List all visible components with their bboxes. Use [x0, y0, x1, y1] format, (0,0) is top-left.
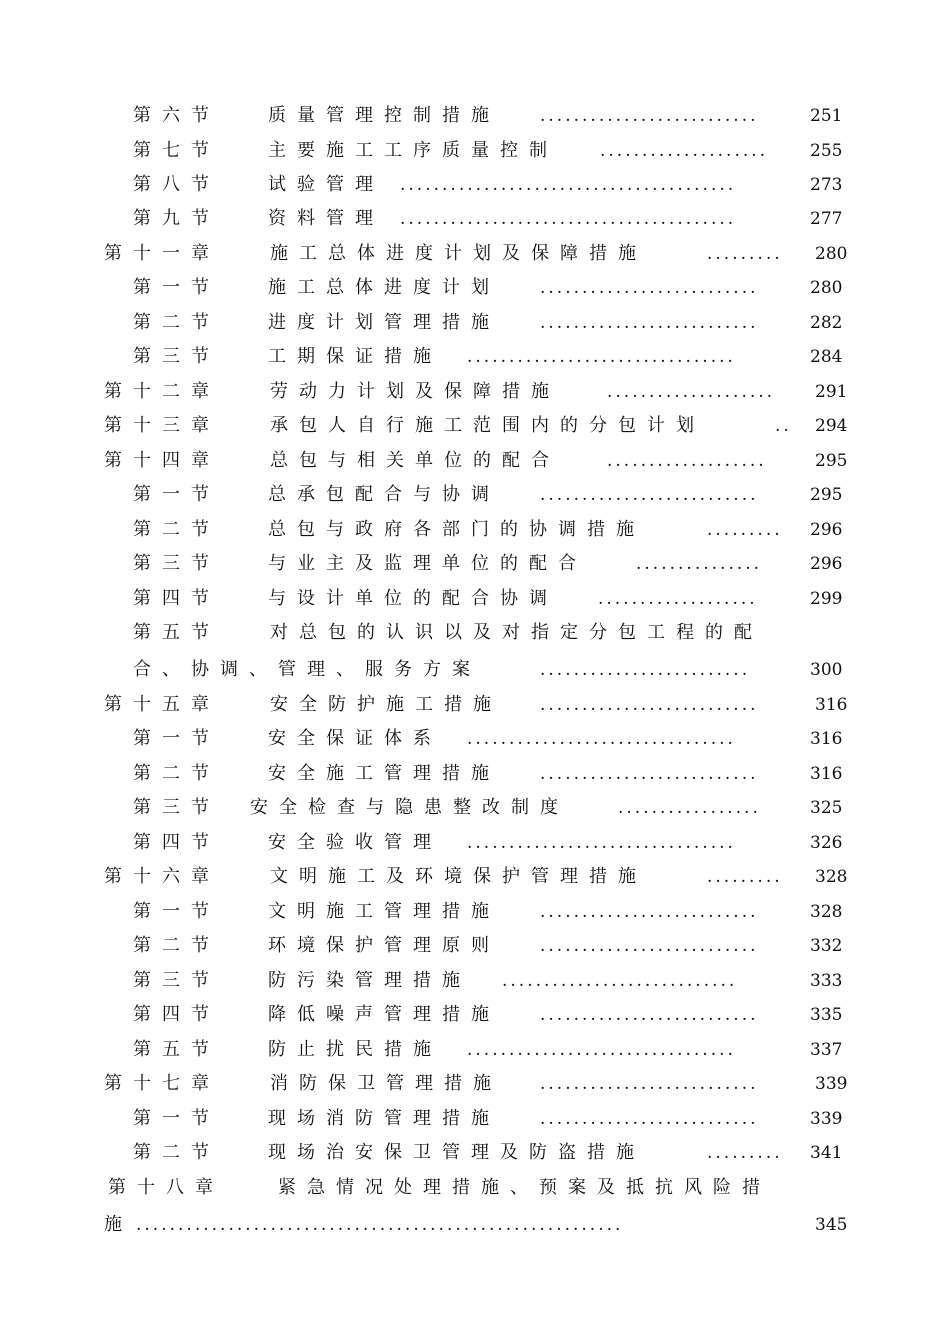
toc-entry-page-number: 325 [810, 798, 843, 818]
toc-entry-label: 第十三章 [104, 415, 220, 436]
toc-entry [0, 584, 950, 614]
toc-entry-title: 安全施工管理措施 [268, 763, 500, 784]
toc-entry-label: 第一节 [133, 728, 220, 749]
toc-entry-label: 第十七章 [104, 1073, 220, 1094]
toc-entry-leader-dots: .......................... [540, 764, 759, 784]
toc-entry-label: 第十八章 [108, 1177, 224, 1198]
toc-entry-page-number: 332 [810, 936, 843, 956]
toc-entry-page-number: 341 [810, 1143, 843, 1163]
toc-entry-title: 防污染管理措施 [268, 970, 471, 991]
toc-entry-page-number: 328 [810, 902, 843, 922]
toc-entry-title: 现场治安保卫管理及防盗措施 [268, 1142, 645, 1163]
toc-entry-title: 资料管理 [268, 208, 384, 229]
toc-entry-page-number: 339 [810, 1109, 843, 1129]
toc-entry-leader-dots: .................... [607, 382, 776, 402]
toc-entry-label: 第一节 [133, 901, 220, 922]
toc-entry-leader-dots: .......................... [540, 313, 759, 333]
toc-entry-title: 总承包配合与协调 [268, 484, 500, 505]
toc-entry-page-number: 280 [815, 244, 848, 264]
toc-entry-leader-dots: .. [775, 416, 792, 436]
toc-entry-title: 与业主及监理单位的配合 [268, 553, 587, 574]
toc-entry-label: 第一节 [133, 1108, 220, 1129]
toc-entry-label: 第四节 [133, 1004, 220, 1025]
toc-entry-title: 总包与政府各部门的协调措施 [268, 519, 645, 540]
toc-entry-page-number: 284 [810, 347, 843, 367]
toc-entry-leader-dots: .......................... [540, 695, 759, 715]
toc-entry-label: 第四节 [133, 588, 220, 609]
toc-entry-page-number: 339 [815, 1074, 848, 1094]
toc-entry-title: 防止扰民措施 [268, 1039, 442, 1060]
toc-entry-label: 第九节 [133, 208, 220, 229]
toc-entry-title: 紧急情况处理措施、预案及抵抗风险措 [278, 1177, 771, 1198]
toc-entry-title: 施 [104, 1214, 133, 1235]
toc-entry-page-number: 295 [815, 451, 848, 471]
toc-entry-page-number: 295 [810, 485, 843, 505]
toc-entry [0, 308, 950, 338]
toc-entry-title: 安全保证体系 [268, 728, 442, 749]
toc-entry-page-number: 251 [810, 106, 843, 126]
toc-entry-label: 第三节 [133, 797, 220, 818]
toc-entry-title: 主要施工工序质量控制 [268, 140, 558, 161]
toc-entry-leader-dots: .......................................................... [136, 1215, 624, 1235]
toc-entry-page-number: 291 [815, 382, 848, 402]
toc-entry-leader-dots: .......................... [540, 278, 759, 298]
toc-entry-leader-dots: ................................ [467, 347, 736, 367]
toc-entry-leader-dots: .......................... [540, 902, 759, 922]
toc-entry-title: 现场消防管理措施 [268, 1108, 500, 1129]
toc-entry [0, 411, 950, 441]
toc-entry [0, 931, 950, 961]
toc-entry-title: 进度计划管理措施 [268, 312, 500, 333]
toc-entry-page-number: 299 [810, 589, 843, 609]
toc-entry-leader-dots: ................... [598, 589, 758, 609]
toc-entry-label: 第三节 [133, 346, 220, 367]
toc-entry [0, 1173, 950, 1203]
toc-entry-leader-dots: ........................................ [400, 209, 737, 229]
toc-entry [0, 655, 950, 685]
toc-entry-label: 第二节 [133, 763, 220, 784]
toc-entry-label: 第二节 [133, 935, 220, 956]
toc-entry-leader-dots: ........................................ [400, 175, 737, 195]
toc-entry-page-number: 316 [815, 695, 848, 715]
toc-entry-title: 环境保护管理原则 [268, 935, 500, 956]
toc-entry-page-number: 326 [810, 833, 843, 853]
toc-entry-leader-dots: ......... [707, 520, 783, 540]
toc-entry-leader-dots: .......................... [540, 936, 759, 956]
toc-entry-title: 文明施工管理措施 [268, 901, 500, 922]
toc-entry-title: 劳动力计划及保障措施 [270, 381, 560, 402]
toc-entry [0, 239, 950, 269]
toc-entry-label: 第五节 [133, 1039, 220, 1060]
toc-entry [0, 342, 950, 372]
toc-entry-label: 第八节 [133, 174, 220, 195]
toc-entry-title: 安全防护施工措施 [270, 694, 502, 715]
toc-entry-label: 第二节 [133, 1142, 220, 1163]
toc-entry-page-number: 294 [815, 416, 848, 436]
toc-entry-label: 第三节 [133, 970, 220, 991]
toc-entry-title: 安全检查与隐患整改制度 [250, 797, 569, 818]
toc-entry-leader-dots: ................. [618, 798, 761, 818]
toc-entry [0, 618, 950, 648]
toc-entry-leader-dots: .......................... [540, 1005, 759, 1025]
toc-entry-page-number: 280 [810, 278, 843, 298]
toc-entry-page-number: 316 [810, 729, 843, 749]
toc-entry-title: 消防保卫管理措施 [270, 1073, 502, 1094]
toc-entry-title: 对总包的认识以及对指定分包工程的配 [270, 622, 763, 643]
toc-entry-page-number: 282 [810, 313, 843, 333]
toc-entry-label: 第二节 [133, 312, 220, 333]
toc-entry [0, 549, 950, 579]
toc-entry [0, 1035, 950, 1065]
toc-entry-page-number: 296 [810, 554, 843, 574]
toc-entry-page-number: 333 [810, 971, 843, 991]
toc-entry-title: 承包人自行施工范围内的分包计划 [270, 415, 705, 436]
toc-entry-label: 第十一章 [104, 243, 220, 264]
toc-entry-label: 第六节 [133, 105, 220, 126]
toc-entry [0, 793, 950, 823]
toc-entry [0, 273, 950, 303]
toc-entry-title: 文明施工及环境保护管理措施 [270, 866, 647, 887]
toc-entry-page-number: 337 [810, 1040, 843, 1060]
toc-entry-leader-dots: .......................... [540, 1109, 759, 1129]
toc-entry-title: 质量管理控制措施 [268, 105, 500, 126]
toc-entry-leader-dots: ................................ [467, 1040, 736, 1060]
toc-entry-leader-dots: ............................ [502, 971, 738, 991]
toc-entry-title: 合、协调、管理、服务方案 [133, 659, 481, 680]
toc-entry-title: 施工总体进度计划及保障措施 [270, 243, 647, 264]
toc-entry [0, 1069, 950, 1099]
toc-entry-leader-dots: ................... [607, 451, 767, 471]
toc-entry-page-number: 273 [810, 175, 843, 195]
toc-entry [0, 862, 950, 892]
toc-entry [0, 101, 950, 131]
toc-entry-label: 第四节 [133, 832, 220, 853]
toc-entry-page-number: 345 [815, 1215, 848, 1235]
toc-entry-label: 第一节 [133, 277, 220, 298]
toc-entry-title: 施工总体进度计划 [268, 277, 500, 298]
toc-entry-page-number: 296 [810, 520, 843, 540]
toc-entry-page-number: 328 [815, 867, 848, 887]
toc-entry [0, 724, 950, 754]
toc-entry [0, 480, 950, 510]
toc-entry-title: 试验管理 [268, 174, 384, 195]
toc-entry [0, 204, 950, 234]
toc-entry [0, 446, 950, 476]
toc-entry-title: 安全验收管理 [268, 832, 442, 853]
toc-entry [0, 136, 950, 166]
toc-entry-label: 第十二章 [104, 381, 220, 402]
toc-entry-label: 第七节 [133, 140, 220, 161]
toc-entry-title: 降低噪声管理措施 [268, 1004, 500, 1025]
toc-entry-leader-dots: ......... [707, 244, 783, 264]
toc-entry-page-number: 316 [810, 764, 843, 784]
toc-entry-page-number: 335 [810, 1005, 843, 1025]
toc-entry-page-number: 300 [810, 660, 843, 680]
toc-entry [0, 377, 950, 407]
toc-entry-leader-dots: ......... [707, 1143, 783, 1163]
toc-entry-title: 总包与相关单位的配合 [270, 450, 560, 471]
toc-entry-leader-dots: ............... [636, 554, 763, 574]
toc-entry-label: 第十六章 [104, 866, 220, 887]
toc-entry [0, 515, 950, 545]
toc-entry-leader-dots: .......................... [540, 1074, 759, 1094]
toc-entry-leader-dots: ................................ [467, 729, 736, 749]
toc-entry-leader-dots: ................................ [467, 833, 736, 853]
toc-entry [0, 759, 950, 789]
toc-entry-leader-dots: ......... [707, 867, 783, 887]
toc-entry-leader-dots: .................... [600, 141, 769, 161]
toc-entry-label: 第五节 [133, 622, 220, 643]
toc-entry-label: 第十五章 [104, 694, 220, 715]
toc-entry-label: 第一节 [133, 484, 220, 505]
toc-entry [0, 897, 950, 927]
toc-entry-page-number: 277 [810, 209, 843, 229]
toc-entry [0, 1138, 950, 1168]
toc-entry [0, 690, 950, 720]
toc-entry [0, 828, 950, 858]
toc-entry [0, 1104, 950, 1134]
toc-entry [0, 966, 950, 996]
toc-entry-leader-dots: .......................... [540, 106, 759, 126]
toc-entry [0, 1210, 950, 1240]
toc-entry-label: 第二节 [133, 519, 220, 540]
toc-entry [0, 1000, 950, 1030]
toc-entry-page-number: 255 [810, 141, 843, 161]
toc-entry-leader-dots: .......................... [540, 485, 759, 505]
toc-entry-label: 第十四章 [104, 450, 220, 471]
toc-entry-title: 工期保证措施 [268, 346, 442, 367]
toc-entry-label: 第三节 [133, 553, 220, 574]
toc-entry [0, 170, 950, 200]
toc-entry-title: 与设计单位的配合协调 [268, 588, 558, 609]
toc-entry-leader-dots: ......................... [540, 660, 751, 680]
